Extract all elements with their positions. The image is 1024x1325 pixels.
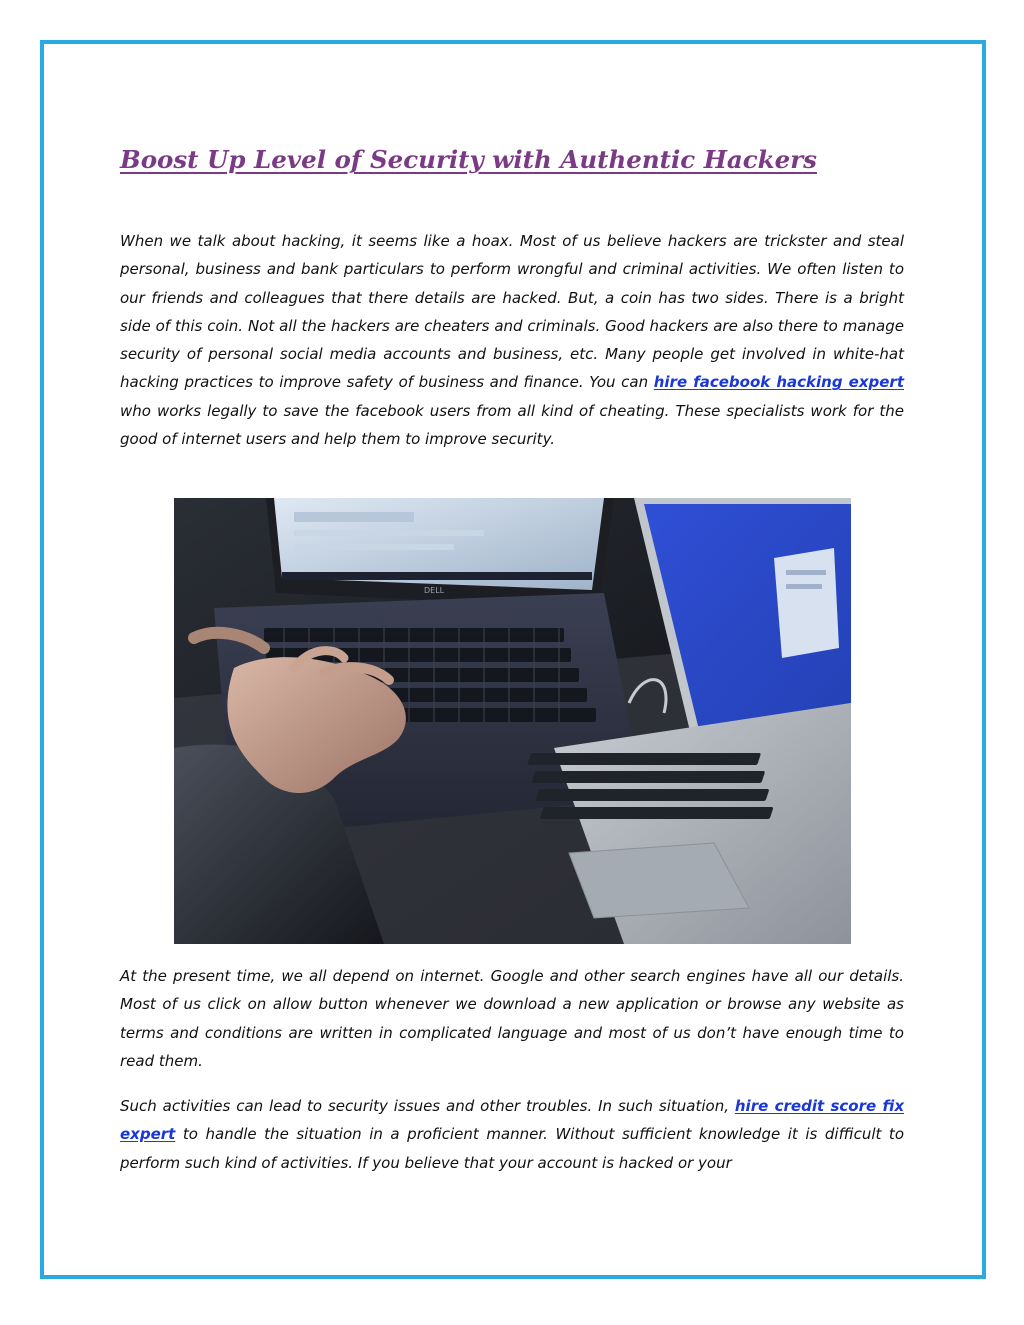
laptop-brand-label: DELL — [424, 586, 445, 595]
hire-facebook-hacking-expert-link[interactable]: hire facebook hacking expert — [653, 373, 904, 392]
paragraph-security-text-1: Such activities can lead to security issues and other troubles. In such situation, — [120, 1097, 735, 1115]
paragraph-intro-text-1: When we talk about hacking, it seems like a hoax. Most of us believe hackers are trickster and steal personal, business and bank particulars to perform wrongful and criminal activities. We often listen to our friends and colleagues that there details are hacked. But, a coin has two sides. There is a bright side of this coin. Not all the hackers are cheaters and criminals. Good hackers are also there to manage security of personal social media accounts and business, etc. Many people get involved in white-hat hacking practices to improve safety of business and finance. You can — [120, 232, 904, 392]
laptops-illustration — [174, 498, 851, 944]
hire-credit-score-fix-expert-link[interactable]: hire credit score fix expert — [120, 1097, 904, 1144]
paragraph-internet: At the present time, we all depend on internet. Google and other search engines have all our details. Most of us click on allow button whenever we download a new application or browse any website as terms and conditions are written in complicated language and most of us don’t have enough time to read them. — [120, 967, 904, 1070]
paragraph-intro-text-2: who works legally to save the facebook users from all kind of cheating. These specialists work for the good of internet users and help them to improve security. — [120, 401, 904, 449]
page-title: Boost Up Level of Security with Authentic Hackers — [120, 145, 817, 174]
paragraph-intro — [120, 227, 904, 453]
laptops-photo — [174, 498, 851, 944]
paragraph-security-text-2: to handle the situation in a proficient manner. Without sufficient knowledge it is difficult to perform such kind of activities. If you believe that your account is hacked or your — [120, 1125, 904, 1172]
paragraph-security — [120, 1092, 904, 1177]
